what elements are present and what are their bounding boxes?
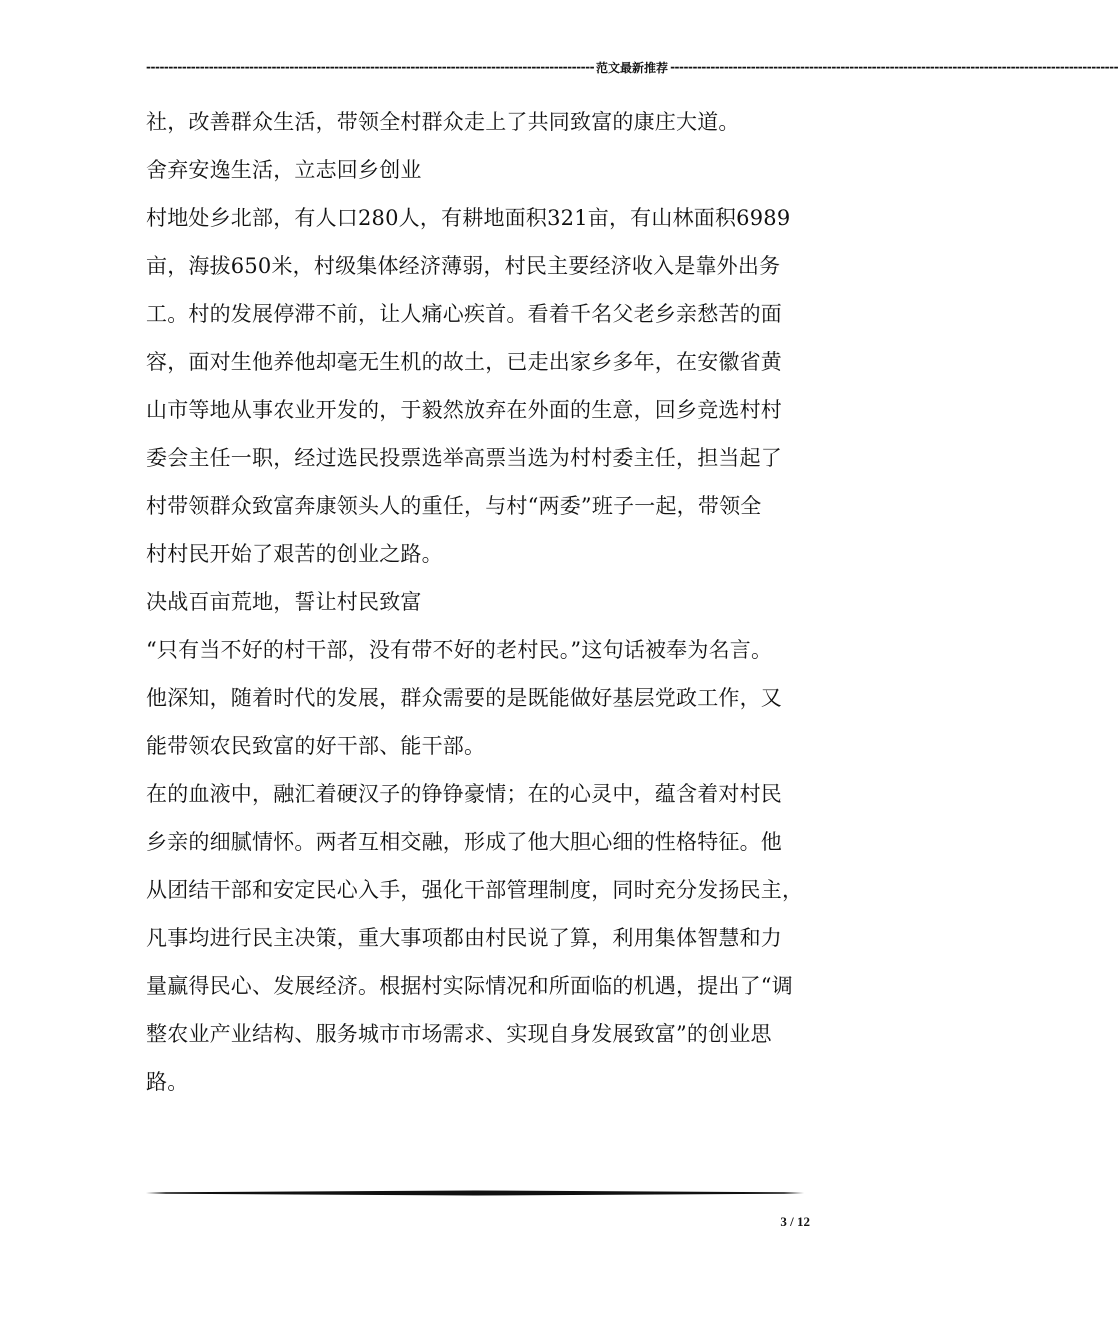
- text-line: 容，面对生他养他却毫无生机的故土，已走出家乡多年，在安徽省黄: [146, 350, 782, 374]
- text-line: 乡亲的细腻情怀。两者互相交融，形成了他大胆心细的性格特征。他: [146, 830, 782, 854]
- text-line: 山市等地从事农业开发的，于毅然放弃在外面的生意，回乡竞选村村: [146, 398, 782, 422]
- text-line: 工。村的发展停滞不前，让人痛心疾首。看着千名父老乡亲愁苦的面: [146, 302, 782, 326]
- section-heading: 舍弃安逸生活，立志回乡创业: [146, 158, 422, 182]
- text-line: 村地处乡北部，有人口280人，有耕地面积321亩，有山林面积6989: [146, 206, 791, 230]
- text-line: 整农业产业结构、服务城市市场需求、实现自身发展致富”的创业思: [146, 1022, 772, 1046]
- header-title: 范文最新推荐: [596, 60, 669, 75]
- footer-divider: [146, 1190, 804, 1196]
- page-number: 3 / 12: [780, 1214, 810, 1229]
- text-line: 路。: [146, 1070, 189, 1094]
- text-line: “只有当不好的村干部，没有带不好的老村民。”这句话被奉为名言。: [146, 638, 773, 662]
- text-line: 村带领群众致富奔康领头人的重任，与村“两委”班子一起，带领全: [146, 494, 762, 518]
- text-line: 社，改善群众生活，带领全村群众走上了共同致富的康庄大道。: [146, 110, 740, 134]
- text-line: 量赢得民心、发展经济。根据村实际情况和所面临的机遇，提出了“调: [146, 974, 793, 998]
- document-body: [146, 98, 822, 1106]
- text-line: 他深知，随着时代的发展，群众需要的是既能做好基层党政工作，又: [146, 686, 782, 710]
- header-dashes-right: ----------------------------------------------------------------------------------------------------: [670, 60, 1118, 74]
- text-line: 能带领农民致富的好干部、能干部。: [146, 734, 486, 758]
- text-line: 凡事均进行民主决策，重大事项都由村民说了算，利用集体智慧和力: [146, 926, 782, 950]
- section-heading: 决战百亩荒地，誓让村民致富: [146, 590, 422, 614]
- text-line: 委会主任一职，经过选民投票选举高票当选为村村委主任，担当起了: [146, 446, 782, 470]
- text-line: 从团结干部和安定民心入手，强化干部管理制度，同时充分发扬民主，: [146, 878, 804, 902]
- text-line: 在的血液中，融汇着硬汉子的铮铮豪情；在的心灵中，蕴含着对村民: [146, 782, 782, 806]
- text-line: 亩，海拔650米，村级集体经济薄弱，村民主要经济收入是靠外出务: [146, 254, 781, 278]
- page-header: [146, 57, 1118, 77]
- header-dashes-left: ----------------------------------------------------------------------------------------------------: [146, 60, 595, 74]
- text-line: 村村民开始了艰苦的创业之路。: [146, 542, 443, 566]
